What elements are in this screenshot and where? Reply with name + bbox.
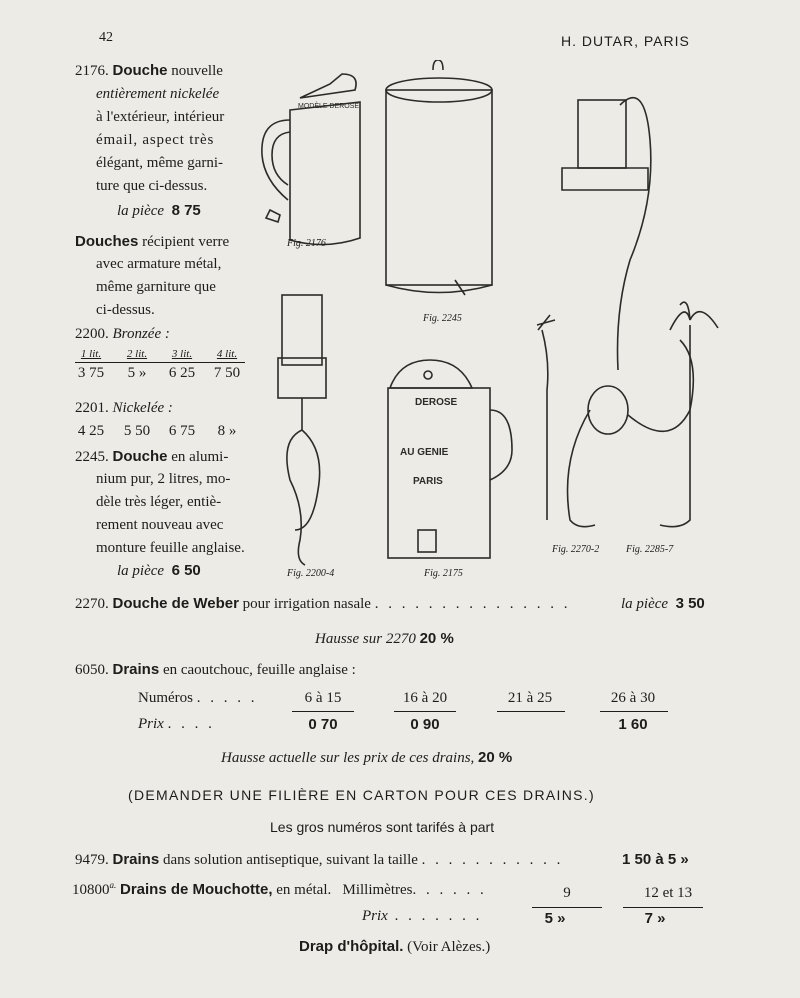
item-2176-line: à l'extérieur, intérieur xyxy=(96,109,225,125)
drain-rule xyxy=(600,711,668,712)
item-2245-line: dèle très léger, entiè- xyxy=(96,494,222,510)
price-2: 5 » xyxy=(127,365,147,381)
drain-price: 0 70 xyxy=(308,716,338,733)
drains-row-numbers-label: Numéros . . . . . xyxy=(138,690,258,706)
item-number: 2176. xyxy=(75,63,109,79)
fig-2200-caption: Fig. 2200-4 xyxy=(287,568,335,579)
item-2245-line: rement nouveau avec xyxy=(96,517,224,533)
item-2270-price: la pièce 3 50 xyxy=(621,595,705,612)
item-name: Douche xyxy=(112,62,168,79)
item-2245-line: nium pur, 2 litres, mo- xyxy=(96,471,231,487)
price-3: 6 25 xyxy=(168,365,196,381)
item-2201-heading: 2201. Nickelée : xyxy=(75,400,173,416)
item-2176-heading: 2176. Douche nouvelle xyxy=(75,62,223,79)
size-4: 4 lit. xyxy=(216,348,238,360)
mouchotte-prix-label: Prix . . . . . . . xyxy=(362,908,483,924)
item-9479-row: 9479. Drains dans solution antiseptique, suivant la taille . . . . . . . . . . . xyxy=(75,851,564,868)
douche-2175-illustration xyxy=(388,360,512,558)
gros-numeros-note: Les gros numéros sont tarifés à part xyxy=(270,819,495,835)
douche-2200-illustration xyxy=(278,295,326,565)
page-number: 42 xyxy=(99,30,113,45)
douches-verre-line: même garniture que xyxy=(96,279,216,295)
size-2: 2 lit. xyxy=(126,348,148,360)
demander-note: (DEMANDER UNE FILIÈRE EN CARTON POUR CES DRAINS.) xyxy=(128,787,595,803)
fig-2175-label-2: PARIS xyxy=(413,476,443,487)
item-2176-price: la pièce 8 75 xyxy=(117,202,201,219)
drain-size: 6 à 15 xyxy=(304,690,342,706)
item-9479-price: 1 50 à 5 » xyxy=(622,851,689,868)
fig-2285-caption: Fig. 2285-7 xyxy=(626,544,674,555)
item-2245-line: monture feuille anglaise. xyxy=(96,540,245,556)
item-2176-line: ture que ci-dessus. xyxy=(96,178,208,194)
table-rule xyxy=(75,362,245,363)
item-2245-price: la pièce 6 50 xyxy=(117,562,201,579)
item-2176-line: élégant, même garni- xyxy=(96,155,224,171)
hausse-2270: Hausse sur 2270 20 % xyxy=(315,630,454,647)
mouchotte-price: 7 » xyxy=(644,910,666,927)
drain-rule xyxy=(497,711,565,712)
drap-hopital-line: Drap d'hôpital. (Voir Alèzes.) xyxy=(299,938,491,955)
mouchotte-size: 12 et 13 xyxy=(643,885,693,901)
item-2200-heading: 2200. Bronzée : xyxy=(75,326,170,342)
price-2: 5 50 xyxy=(123,423,151,439)
drain-rule xyxy=(394,711,456,712)
mouchotte-rule xyxy=(623,907,703,908)
mouchotte-price: 5 » xyxy=(544,910,566,927)
douches-verre-heading: Douches récipient verre xyxy=(75,233,230,250)
drain-size: 21 à 25 xyxy=(507,690,553,706)
price-1: 3 75 xyxy=(77,365,105,381)
mouchotte-rule xyxy=(532,907,602,908)
drain-price: 1 60 xyxy=(618,716,648,733)
drain-rule xyxy=(292,711,354,712)
item-2245-heading: 2245. Douche en alumi- xyxy=(75,448,229,465)
size-3: 3 lit. xyxy=(171,348,193,360)
fig-2270-caption: Fig. 2270-2 xyxy=(552,544,600,555)
illustrations xyxy=(250,60,770,585)
fig-2175-caption: Fig. 2175 xyxy=(424,568,463,579)
douches-verre-line: ci-dessus. xyxy=(96,302,155,318)
size-1: 1 lit. xyxy=(80,348,102,360)
price-4: 8 » xyxy=(217,423,237,439)
price-1: 4 25 xyxy=(77,423,105,439)
item-2270-row: 2270. Douche de Weber pour irrigation nasale . . . . . . . . . . . . . . . xyxy=(75,595,571,612)
douches-verre-line: avec armature métal, xyxy=(96,256,222,272)
mouchotte-size: 9 xyxy=(563,885,571,901)
item-6050-heading: 6050. Drains en caoutchouc, feuille anglaise : xyxy=(75,661,356,678)
running-title: H. DUTAR, PARIS xyxy=(561,33,690,49)
item-10800-heading: $10800^{a.}$ Drains de Mouchotte, en métal. Millimètres. . . . . . xyxy=(72,880,487,898)
douche-2176-illustration xyxy=(262,74,360,245)
item-2176-line: émail, aspect très xyxy=(96,132,215,148)
fig-2245-caption: Fig. 2245 xyxy=(423,313,462,324)
fig-2175-brand: DEROSE xyxy=(415,397,458,408)
drain-size: 16 à 20 xyxy=(402,690,448,706)
item-2176-line: entièrement nickelée xyxy=(96,86,220,102)
price-4: 7 50 xyxy=(213,365,241,381)
drains-row-prix-label: Prix . . . . xyxy=(138,716,215,732)
drain-price: 0 90 xyxy=(410,716,440,733)
hausse-drains-note: Hausse actuelle sur les prix de ces drains, 20 % xyxy=(221,749,513,766)
fig-2175-label-1: AU GENIE xyxy=(400,447,449,458)
drain-size: 26 à 30 xyxy=(610,690,656,706)
price-3: 6 75 xyxy=(168,423,196,439)
douche-weber-illustration xyxy=(537,98,718,527)
fig-2176-stamp: MODÈLE DEROSE xyxy=(298,103,360,110)
fig-2176-caption: Fig. 2176 xyxy=(287,238,326,249)
douche-2245-illustration xyxy=(386,60,492,295)
